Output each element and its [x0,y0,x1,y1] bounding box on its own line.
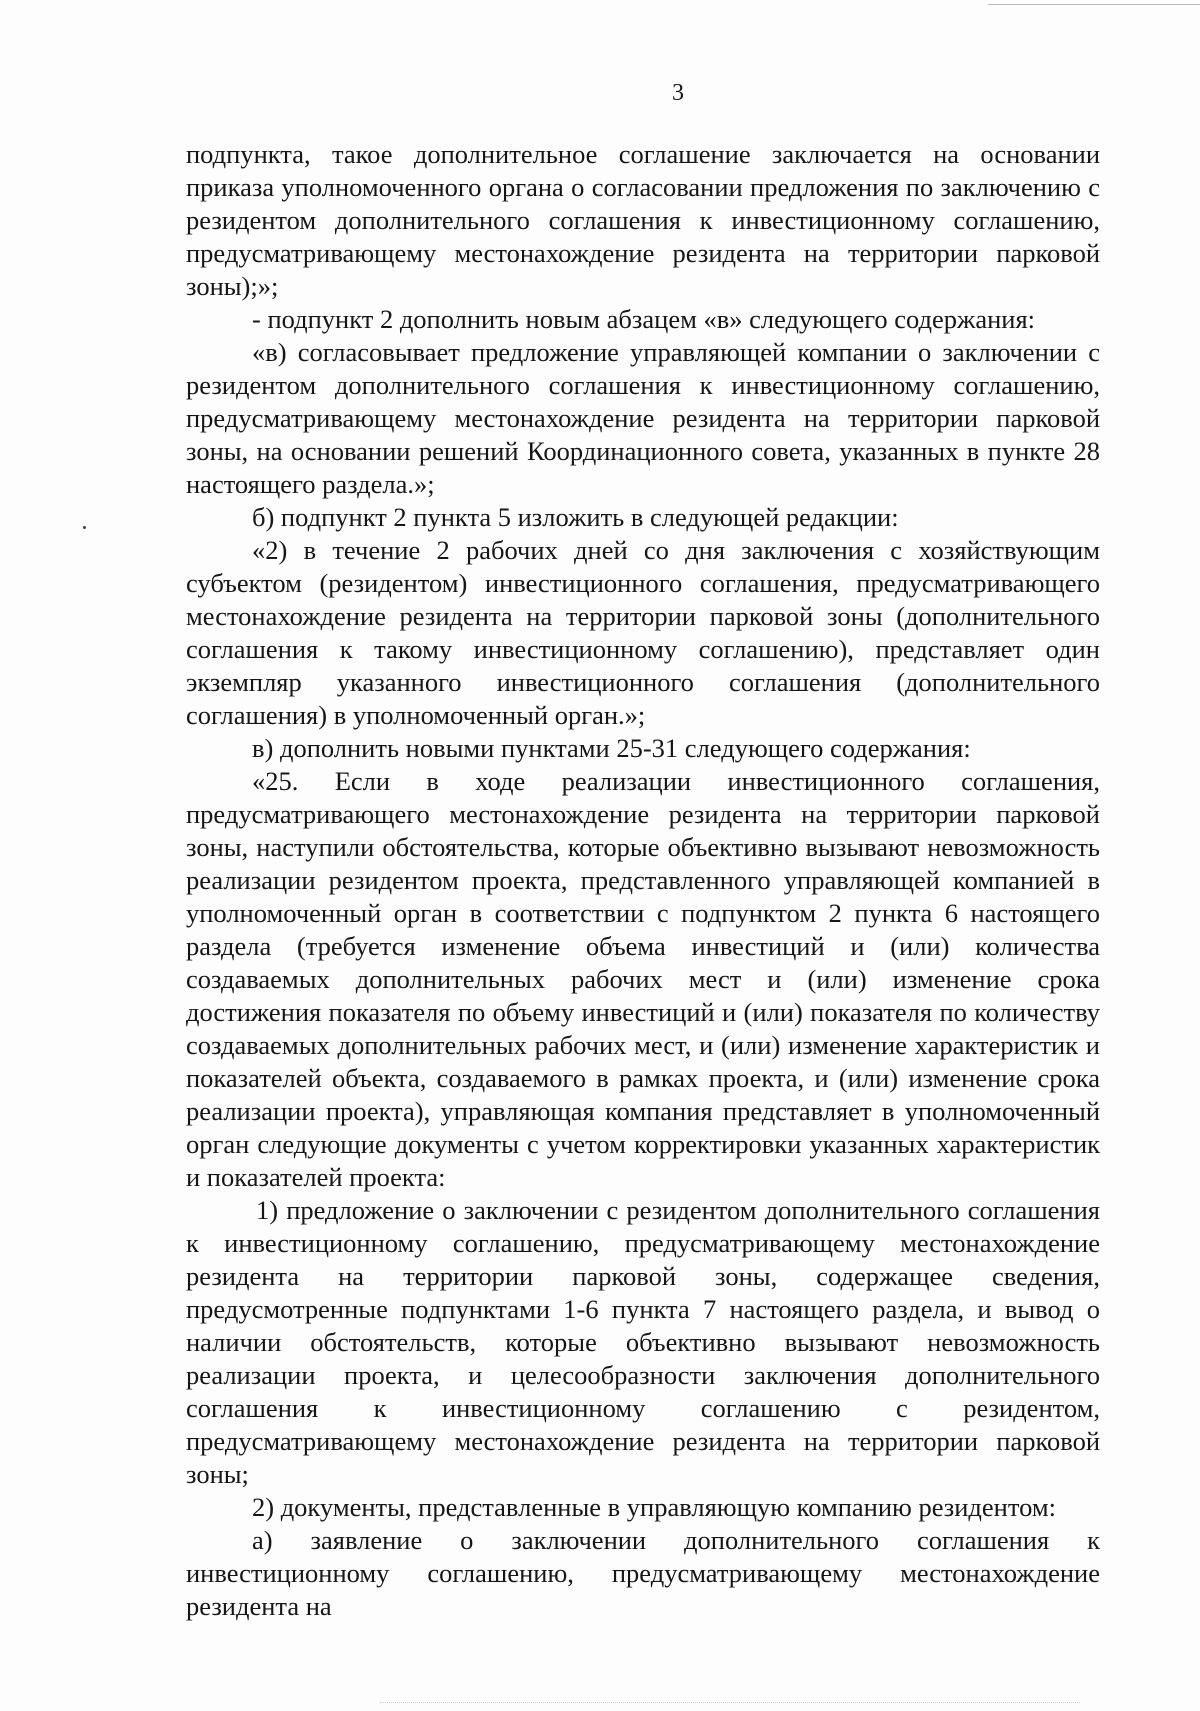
scan-mark [83,526,86,529]
bottom-edge-noise [380,1702,1080,1703]
paragraph-item-25: «25. Если в ходе реализации инвестиционного соглашения, предусматривающего местонахождение резидента на территории парковой зоны, наступили обстоятельства, которые объективно вызывают невозможность реализации резидентом проекта, представленного управляющей компанией в уполномоченный орган в соответствии с подпунктом 2 пункта 6 настоящего раздела (требуется изменение объема инвестиций и (или) количества создаваемых дополнительных рабочих мест и (или) изменение срока достижения показателя по объему инвестиций и (или) показателя по количеству создаваемых дополнительных рабочих мест, и (или) изменение характеристик и показателей объекта, создаваемого в рамках проекта, и (или) изменение срока реализации проекта), управляющая компания представляет в уполномоченный орган следующие документы с учетом корректировки указанных характеристик и показателей проекта: [186,766,1100,1192]
top-edge-line [988,4,1200,5]
paragraph-subitem-1: 1) предложение о заключении с резидентом дополнительного соглашения к инвестиционному соглашению, предусматривающему местонахождение резидента на территории парковой зоны, содержащее сведения, предусмотренные подпунктами 1-6 пункта 7 настоящего раздела, и вывод о наличии обстоятельств, которые объективно вызывают невозможность реализации проекта, и целесообразности заключения дополнительного соглашения к инвестиционному соглашению с резидентом, предусматривающему местонахождение резидента на территории парковой зоны; [186,1195,1100,1489]
paragraph-b: б) подпункт 2 пункта 5 изложить в следующей редакции: [252,502,899,532]
paragraph-continuation: подпункта, такое дополнительное соглашение заключается на основании приказа уполномоченного органа о согласовании предложения по заключению с резидентом дополнительного соглашения к инвестиционному соглашению, предусматривающему местонахождение резидента на территории парковой зоны);»; [186,139,1100,301]
page-number: 3 [672,80,684,106]
document-body [186,138,1100,1623]
paragraph-amendment-subitem-2: - подпункт 2 дополнить новым абзацем «в» следующего содержания: [252,304,1036,334]
paragraph-new-clause-v: «в) согласовывает предложение управляющей компании о заключении с резидентом дополнительного соглашения к инвестиционному соглашению, предусматривающему местонахождение резидента на территории парковой зоны, на основании решений Координационного совета, указанных в пункте 28 настоящего раздела.»; [186,337,1100,499]
paragraph-subitem-a: а) заявление о заключении дополнительного соглашения к инвестиционному соглашению, предусматривающему местонахождение резидента на [186,1525,1100,1621]
paragraph-subitem-2: 2) документы, представленные в управляющую компанию резидентом: [252,1492,1056,1522]
paragraph-v: в) дополнить новыми пунктами 25-31 следующего содержания: [252,733,971,763]
paragraph-item-2-text: «2) в течение 2 рабочих дней со дня заключения с хозяйствующим субъектом (резидентом) инвестиционного соглашения, предусматривающего местонахождение резидента на территории парковой зоны (дополнительного соглашения к такому инвестиционному соглашению), представляет один экземпляр указанного инвестиционного соглашения (дополнительного соглашения) в уполномоченный орган.»; [186,535,1100,730]
